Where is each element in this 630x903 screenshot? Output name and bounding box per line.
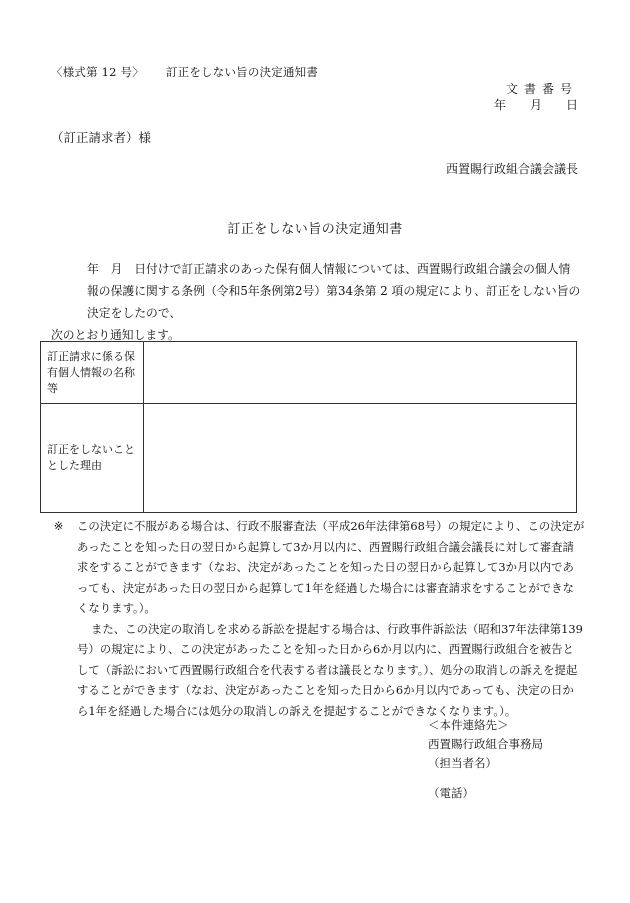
table-row: [41, 342, 577, 404]
recipient-line: （訂正請求者）様: [51, 130, 152, 145]
date-line: [494, 96, 578, 113]
information-table: [40, 341, 577, 513]
date-day: 日: [565, 98, 578, 112]
contact-person: （担当者名）: [428, 756, 497, 770]
date-month: 月: [529, 98, 542, 112]
document-title: 訂正をしない旨の決定通知書: [227, 222, 403, 237]
contact-phone: （電話）: [428, 786, 474, 800]
note-mark: ※: [53, 519, 64, 533]
document-number-label: 文書番号: [505, 82, 578, 96]
note-appeal: [40, 516, 585, 619]
form-title: 訂正をしない旨の決定通知書: [165, 65, 319, 79]
notes-section: [40, 516, 585, 721]
intro-closing: 次のとおり通知します。: [51, 328, 180, 342]
intro-paragraph: 年 月 日付けで訂正請求のあった保有個人情報については、西置賜行政組合議会の個人情報の保護に関する条例（令和5年条例第2号）第34条第 2 項の規定により、訂正をしない旨の決定をしたので、: [87, 262, 581, 320]
contact-office: 西置賜行政組合事務局: [428, 737, 543, 751]
row-value-reason: [144, 404, 577, 513]
contact-heading: ＜本件連絡先＞: [428, 718, 509, 732]
form-number: 〈様式第 12 号〉: [51, 65, 144, 79]
sender-line: 西置賜行政組合議会議長: [445, 162, 578, 176]
note-appeal-text: この決定に不服がある場合は、行政不服審査法（平成26年法律第68号）の規定により、この決定があったことを知った日の翌日から起算して3か月以内に、西置賜行政組合議会議長に対して審査請求をすることができます（なお、決定があったことを知った日の翌日から起算して3か月以内であっても、決定があった日の翌日から起算して1年を経過した場合には審査請求をすることができなくなります。）。: [77, 519, 585, 615]
row-label-reason: 訂正をしないこととした理由: [41, 404, 144, 513]
date-year: 年: [493, 98, 506, 112]
table-row: [41, 404, 577, 513]
intro-text: [51, 258, 581, 346]
contact-block: [428, 716, 543, 803]
row-label-information-name: 訂正請求に係る保有個人情報の名称等: [41, 342, 144, 404]
form-header: [51, 64, 318, 80]
note-lawsuit: また、この決定の取消しを求める訴訟を提起する場合は、行政事件訴訟法（昭和37年法律第139号）の規定により、この決定があったことを知った日から6か月以内に、西置賜行政組合を被告として（訴訟において西置賜行政組合を代表する者は議長となります。）、処分の取消しの訴えを提起することができます（なお、決定があったことを知った日から6か月以内であっても、決定の日から1年を経過した場合には処分の取消しの訴えを提起することができなくなります。）。: [77, 621, 583, 718]
row-value-information-name: [144, 342, 577, 404]
